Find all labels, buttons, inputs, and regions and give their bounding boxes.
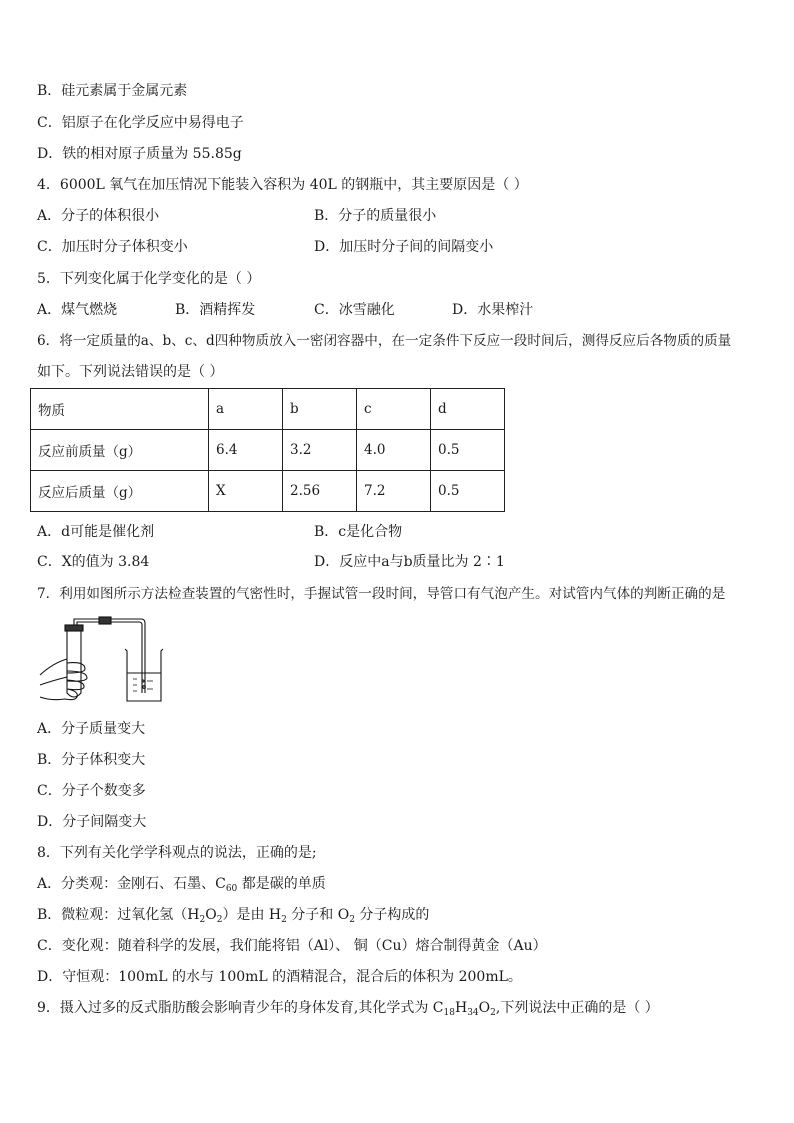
q5-option-c: C．冰雪融化 [314, 302, 395, 318]
mass-table [30, 388, 505, 512]
subscript: 60 [225, 884, 238, 894]
q6-option-d: D．反应中a与b质量比为 2∶1 [314, 554, 505, 570]
table-cell: 7.2 [357, 471, 431, 512]
table-cell: d [431, 389, 505, 430]
table-cell: 反应前质量（g） [31, 430, 209, 471]
q9-stem-text: 9．摄入过多的反式脂肪酸会影响青少年的身体发育,其化学式为 C [37, 1000, 444, 1016]
q9-stem [37, 998, 659, 1023]
table-cell: 0.5 [431, 471, 505, 512]
q6-option-c: C．X的值为 3.84 [37, 554, 150, 570]
q4-option-c: C．加压时分子体积变小 [37, 239, 188, 255]
q7-option-c: C．分子个数变多 [37, 783, 146, 799]
q8-option-b-text: B．微粒观：过氧化氢（H [37, 907, 200, 923]
q8-stem: 8．下列有关化学学科观点的说法，正确的是; [37, 845, 317, 861]
q6-option-b: B．c是化合物 [314, 524, 403, 540]
subscript: 2 [199, 915, 206, 925]
table-cell: c [357, 389, 431, 430]
airtightness-test-figure [37, 615, 167, 707]
table-cell: 4.0 [357, 430, 431, 471]
table-row [31, 471, 505, 512]
q4-stem: 4．6000L 氧气在加压情况下能装入容积为 40L 的钢瓶中，其主要原因是（ ） [37, 177, 528, 193]
q8-option-d: D．守恒观：100mL 的水与 100mL 的酒精混合，混合后的体积为 200mL。 [37, 969, 522, 985]
q9-stem-text: O [478, 1000, 491, 1016]
q8-option-b-text: O [205, 907, 217, 923]
q8-option-a [37, 874, 326, 899]
table-header-row [31, 389, 505, 430]
q5-stem: 5．下列变化属于化学变化的是（ ） [37, 271, 261, 287]
subscript: 34 [467, 1008, 479, 1018]
table-cell: 2.56 [283, 471, 357, 512]
q8-option-b-text: 分子和 O [286, 907, 350, 923]
table-cell: 反应后质量（g） [31, 471, 209, 512]
subscript: 18 [443, 1008, 455, 1018]
q5-option-a: A．煤气燃烧 [37, 302, 118, 318]
table-cell: 3.2 [283, 430, 357, 471]
q8-option-c: C．变化观：随着科学的发展，我们能将铝（Al）、 铜（Cu）熔合制得黄金（Au） [37, 938, 547, 954]
table-cell: 物质 [31, 389, 209, 430]
q3-option-d: D．铁的相对原子质量为 55.85g [37, 146, 242, 162]
subscript: 2 [281, 915, 287, 925]
q5-option-b: B．酒精挥发 [175, 302, 256, 318]
q4-option-a: A．分子的体积很小 [37, 208, 160, 224]
subscript: 2 [490, 1008, 496, 1018]
subscript: 2 [216, 915, 223, 925]
q7-stem: 7．利用如图所示方法检查装置的气密性时，手握试管一段时间，导管口有气泡产生。对试管内气体的判断正确的是 [37, 586, 726, 602]
q7-option-d: D．分子间隔变大 [37, 814, 147, 830]
q3-option-b: B．硅元素属于金属元素 [37, 83, 188, 99]
q7-option-a: A．分子质量变大 [37, 721, 146, 737]
table-row [31, 430, 505, 471]
table-cell: 0.5 [431, 430, 505, 471]
table-cell: 6.4 [209, 430, 283, 471]
q8-option-b-text: 分子构成的 [354, 907, 430, 923]
q7-option-b: B．分子体积变大 [37, 752, 146, 768]
q8-option-b [37, 905, 429, 930]
subscript: 2 [349, 915, 355, 925]
q3-option-c: C．铝原子在化学反应中易得电子 [37, 115, 244, 131]
q9-stem-text: ,下列说法中正确的是（ ） [495, 1000, 659, 1016]
table-cell: X [209, 471, 283, 512]
table-cell: a [209, 389, 283, 430]
q6-stem-line2: 如下。下列说法错误的是（ ） [37, 364, 224, 380]
q8-option-b-text: ）是由 H [222, 907, 282, 923]
q6-option-a: A．d可能是催化剂 [37, 524, 155, 540]
q8-option-a-text: A．分类观：金刚石、石墨、C [37, 876, 226, 892]
table-cell: b [283, 389, 357, 430]
q8-option-a-text-end: 都是碳的单质 [237, 876, 326, 892]
q6-stem-line1: 6．将一定质量的a、b、c、d四种物质放入一密闭容器中，在一定条件下反应一段时间后，测得反应后各物质的质量 [37, 333, 732, 349]
q9-stem-text: H [454, 1000, 468, 1016]
q5-option-d: D．水果榨汁 [452, 302, 534, 318]
q4-option-b: B．分子的质量很小 [314, 208, 437, 224]
q4-option-d: D．加压时分子间的间隔变小 [314, 239, 494, 255]
